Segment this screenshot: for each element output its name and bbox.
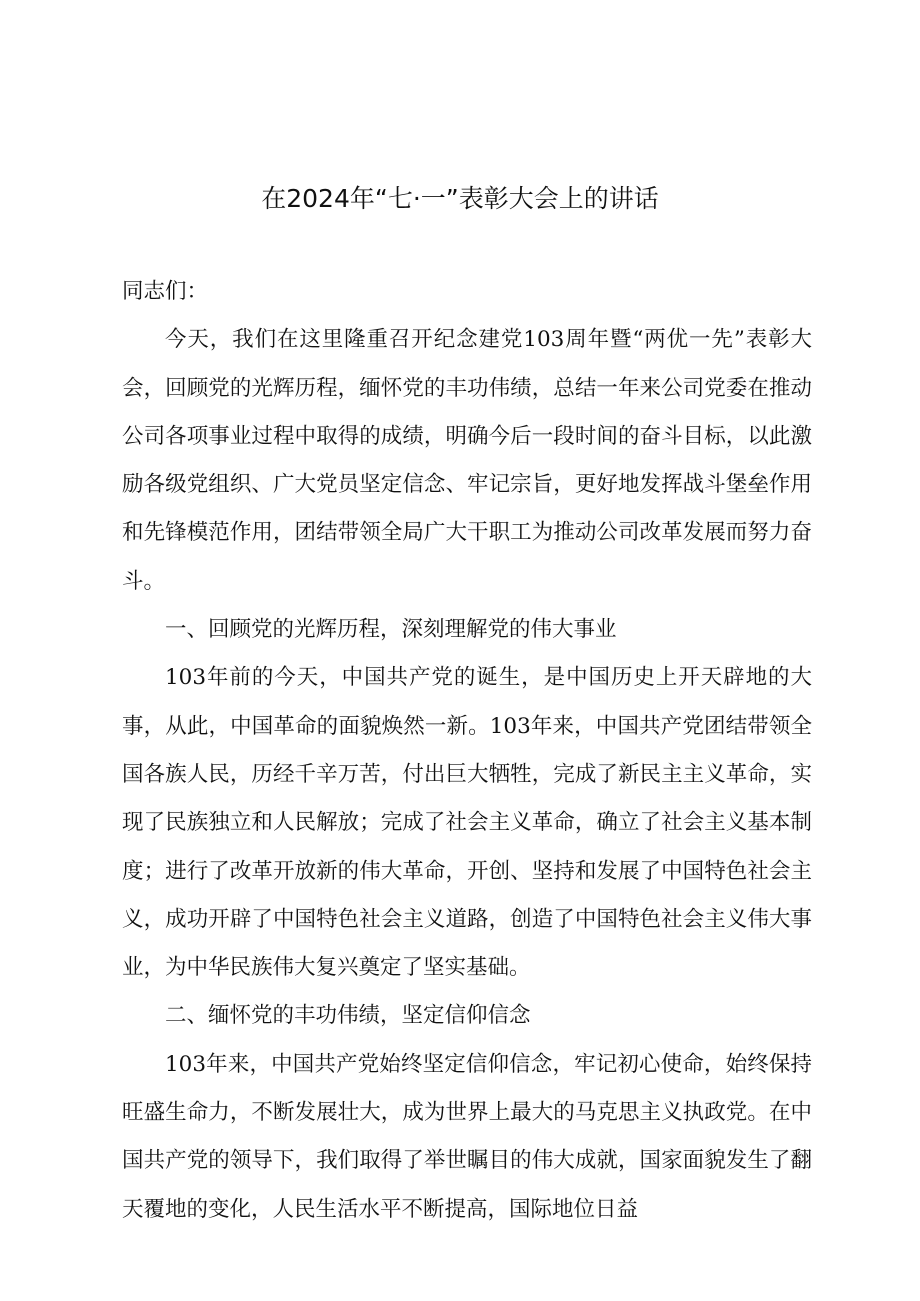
section-heading-2: 二、缅怀党的丰功伟绩，坚定信仰信念 — [165, 1003, 531, 1029]
section-paragraph-2: 103年来，中国共产党始终坚定信仰信念，牢记初心使命，始终保持旺盛生命力，不断发展壮大，成为世界上最大的马克思主义执政党。在中国共产党的领导下，我们取得了举世瞩目的伟大成就，国家面貌发生了翻天覆地的变化，人民生活水平不断提高，国际地位日益 — [122, 1051, 812, 1222]
document-body — [122, 268, 812, 1234]
salutation: 同志们： — [122, 279, 209, 304]
intro-paragraph: 今天，我们在这里隆重召开纪念建党103周年暨“两优一先”表彰大会，回顾党的光辉历程，缅怀党的丰功伟绩，总结一年来公司党委在推动公司各项事业过程中取得的成绩，明确今后一段时间的奋斗目标，以此激励各级党组织、广大党员坚定信念、牢记宗旨，更好地发挥战斗堡垒作用和先锋模范作用，团结带领全局广大干职工为推动公司改革发展而努力奋斗。 — [122, 327, 812, 594]
document-title: 在2024年“七·一”表彰大会上的讲话 — [261, 184, 659, 213]
section-paragraph-1: 103年前的今天，中国共产党的诞生，是中国历史上开天辟地的大事，从此，中国革命的面貌焕然一新。103年来，中国共产党团结带领全国各族人民，历经千辛万苦，付出巨大牺牲，完成了新民主主义革命，实现了民族独立和人民解放；完成了社会主义革命，确立了社会主义基本制度；进行了改革开放新的伟大革命，开创、坚持和发展了中国特色社会主义，成功开辟了中国特色社会主义道路，创造了中国特色社会主义伟大事业，为中华民族伟大复兴奠定了坚实基础。 — [122, 665, 812, 981]
section-heading-1: 一、回顾党的光辉历程，深刻理解党的伟大事业 — [165, 617, 617, 643]
